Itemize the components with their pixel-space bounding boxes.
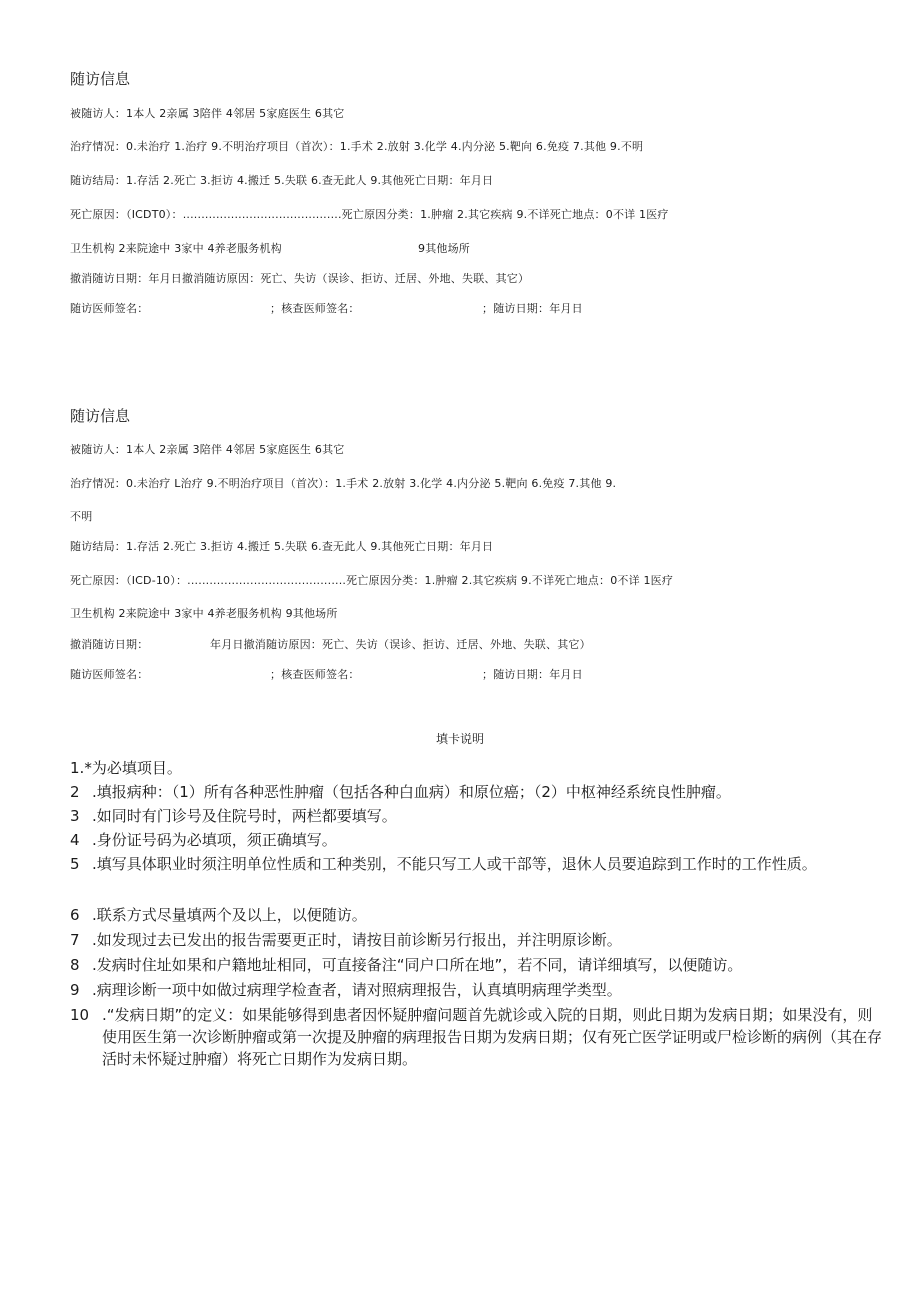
section2-line-cancel-date: 撤消随访日期： [70, 638, 149, 651]
instructions-title: 填卡说明 [435, 732, 484, 746]
instruction-number: 10 [70, 1006, 90, 1024]
instruction-text: .填报病种：（1）所有各种恶性肿瘤（包括各种白血病）和原位癌；（2）中枢神经系统良性肿瘤。 [92, 783, 731, 801]
section2-line-treatment: 治疗情况：0.未治疗 L治疗 9.不明治疗项目（首次）：1.手术 2.放射 3.化学 4.内分泌 5.靶向 6.免疫 7.其他 9. [70, 477, 617, 490]
section2-title: 随访信息 [70, 407, 131, 425]
instruction-number: 5 [70, 855, 80, 873]
instruction-item [70, 904, 860, 926]
instruction-number: 3 [70, 807, 80, 825]
section1-line-respondent: 被随访人：1本人 2亲属 3陪伴 4邻居 5家庭医生 6其它 [70, 107, 345, 120]
section1-line-death-cause: 死亡原因：（ICDT0）：...........................................死亡原因分类：1.肿瘤 2.其它疾病 9.不详死亡地点：0不详 1医疗 [70, 208, 669, 221]
instruction-text: .如发现过去已发出的报告需要更正时，请按目前诊断另行报出，并注明原诊断。 [92, 931, 622, 949]
section2-line-death-cause: 死亡原因：（ICD-10）：...........................................死亡原因分类：1.肿瘤 2.其它疾病 9.不详死亡地点：0不详 1医疗 [70, 574, 674, 587]
instruction-text: .发病时住址如果和户籍地址相同，可直接备注“同户口所在地”，若不同，请详细填写，以便随访。 [92, 956, 743, 974]
section1-followup-date: ；随访日期：年月日 [482, 302, 583, 315]
section1-title: 随访信息 [70, 70, 131, 88]
instruction-text: .填写具体职业时须注明单位性质和工种类别，不能只写工人或干部等，退休人员要追踪到工作时的工作性质。 [92, 855, 817, 873]
instruction-number: 8 [70, 956, 80, 974]
section1-line-death-place-other: 9其他场所 [418, 242, 470, 255]
instruction-text: .“发病日期”的定义：如果能够得到患者因怀疑肿瘤问题首先就诊或入院的日期，则此日期为发病日期；如果没有，则使用医生第一次诊断肿瘤或第一次提及肿瘤的病理报告日期为发病日期；仅有死亡医学证明或尸检诊断的病例（其在存活时未怀疑过肿瘤）将死亡日期作为发病日期。 [102, 1006, 883, 1068]
section1-line-death-place: 卫生机构 2来院途中 3家中 4养老服务机构 [70, 242, 282, 255]
instruction-item [70, 853, 877, 875]
instruction-item [70, 757, 850, 779]
instruction-item [70, 929, 860, 951]
instruction-number: 4 [70, 831, 80, 849]
section2-followup-doctor-signature: 随访医师签名： [70, 668, 149, 681]
section1-line-treatment: 治疗情况：0.未治疗 1.治疗 9.不明治疗项目（首次）：1.手术 2.放射 3.化学 4.内分泌 5.靶向 6.免疫 7.其他 9.不明 [70, 140, 644, 153]
section2-line-treatment-cont: 不明 [70, 510, 93, 523]
section2-line-cancel-reason: 年月日撤消随访原因：死亡、失访（误诊、拒访、迁居、外地、失联、其它） [210, 638, 591, 651]
section2-line-death-place: 卫生机构 2来院途中 3家中 4养老服务机构 9其他场所 [70, 607, 338, 620]
section1-line-cancel: 撤消随访日期：年月日撤消随访原因：死亡、失访（误诊、拒访、迁居、外地、失联、其它） [70, 272, 530, 285]
section1-check-doctor-signature: ；核查医师签名： [270, 302, 360, 315]
instruction-item [70, 781, 860, 803]
section2-line-outcome: 随访结局：1.存活 2.死亡 3.拒访 4.搬迁 5.失联 6.查无此人 9.其他死亡日期：年月日 [70, 540, 494, 553]
section1-followup-doctor-signature: 随访医师签名： [70, 302, 149, 315]
instruction-text: .身份证号码为必填项，须正确填写。 [92, 831, 337, 849]
instruction-number: 9 [70, 981, 80, 999]
instruction-text: *为必填项目。 [84, 759, 182, 777]
instruction-text: .如同时有门诊号及住院号时，两栏都要填写。 [92, 807, 397, 825]
instruction-text: .联系方式尽量填两个及以上，以便随访。 [92, 906, 367, 924]
section2-followup-date: ；随访日期：年月日 [482, 668, 583, 681]
instruction-item [70, 805, 860, 827]
instruction-number: 1. [70, 759, 85, 777]
section1-line-outcome: 随访结局：1.存活 2.死亡 3.拒访 4.搬迁 5.失联 6.查无此人 9.其他死亡日期：年月日 [70, 174, 494, 187]
instruction-item [70, 979, 860, 1001]
instruction-number: 2 [70, 783, 80, 801]
instruction-number: 7 [70, 931, 80, 949]
section2-check-doctor-signature: ；核查医师签名： [270, 668, 360, 681]
instruction-item [70, 829, 860, 851]
instruction-item [70, 1004, 882, 1070]
section2-line-respondent: 被随访人：1本人 2亲属 3陪伴 4邻居 5家庭医生 6其它 [70, 443, 345, 456]
instruction-text: .病理诊断一项中如做过病理学检查者，请对照病理报告，认真填明病理学类型。 [92, 981, 622, 999]
instruction-number: 6 [70, 906, 80, 924]
instruction-item [70, 954, 860, 976]
